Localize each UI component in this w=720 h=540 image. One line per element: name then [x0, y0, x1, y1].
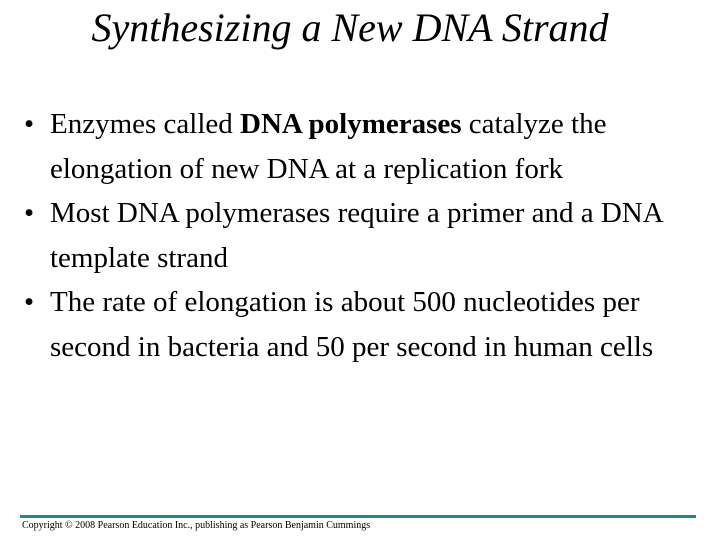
- copyright-notice: Copyright © 2008 Pearson Education Inc., publishing as Pearson Benjamin Cummings: [22, 520, 371, 531]
- bullet-list: [24, 102, 684, 369]
- bullet-item-1: [24, 102, 684, 191]
- bullet-marker: •: [24, 197, 35, 229]
- bullet-text-part: Enzymes called: [50, 108, 241, 140]
- bullet-text: Most DNA polymerases require a primer and a DNA template strand: [50, 197, 663, 274]
- bullet-text: The rate of elongation is about 500 nucleotides per second in bacteria and 50 per second in human cells: [50, 286, 654, 363]
- footer-rule: [20, 515, 696, 518]
- bullet-marker: •: [24, 108, 35, 140]
- slide-title: Synthesizing a New DNA Strand: [91, 5, 609, 50]
- bullet-text-part: catalyze the elongation of new DNA at a replication fork: [50, 108, 607, 185]
- bullet-item-2: [24, 191, 684, 280]
- bullet-item-3: [24, 280, 684, 369]
- bold-term: DNA polymerases: [240, 108, 462, 140]
- bullet-marker: •: [24, 286, 35, 318]
